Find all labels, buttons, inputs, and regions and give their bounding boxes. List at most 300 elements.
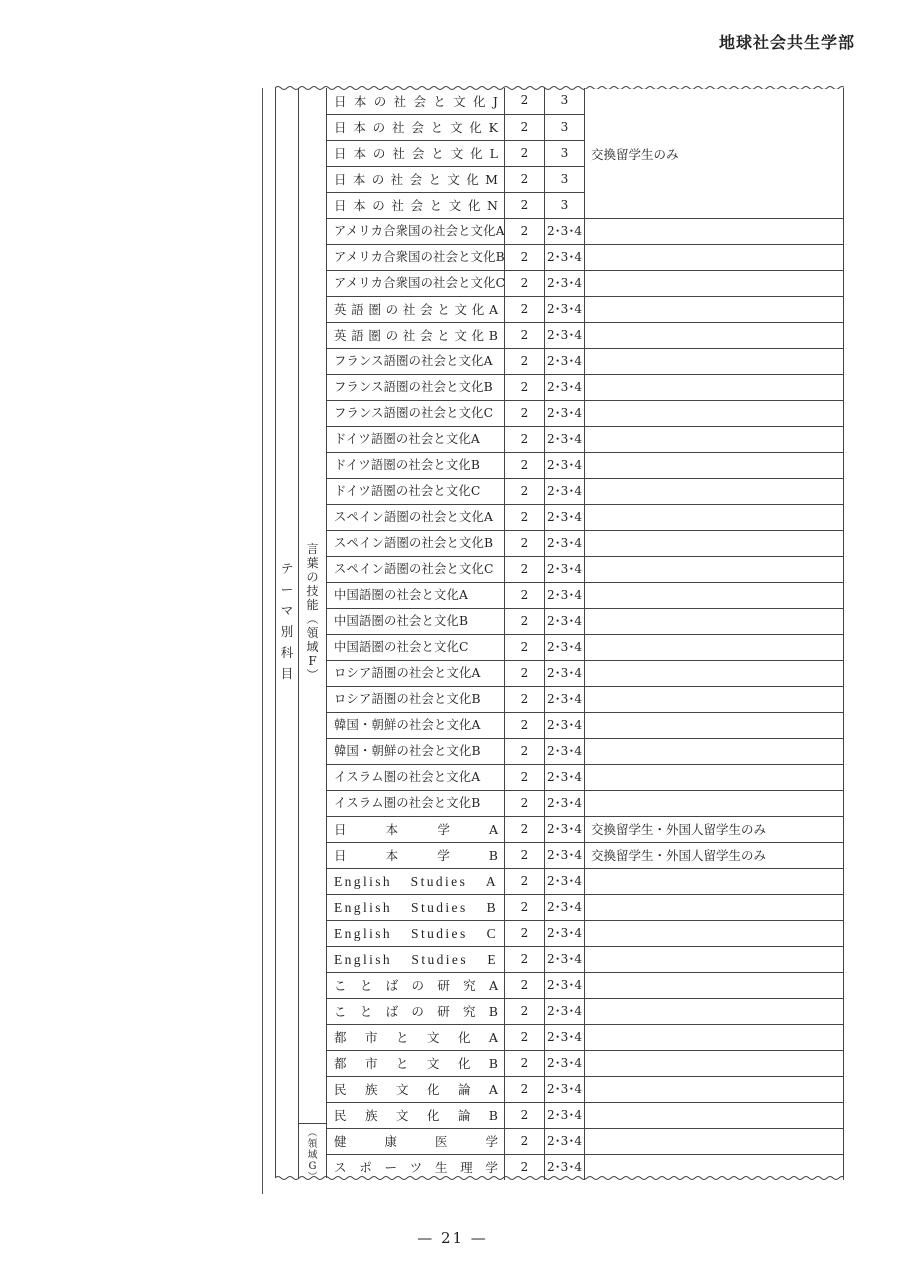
table-row bbox=[327, 244, 844, 270]
course-name bbox=[327, 635, 505, 660]
credits: 2 bbox=[505, 88, 545, 114]
course-name-part: 文 bbox=[395, 1082, 409, 1097]
course-name-part: スペイン語圏の社会と文化A bbox=[334, 510, 494, 524]
credits: 2 bbox=[505, 739, 545, 764]
remarks bbox=[585, 661, 844, 686]
course-name-part: 韓国・朝鮮の社会と文化A bbox=[334, 718, 481, 732]
course-name-part: 中国語圏の社会と文化B bbox=[334, 614, 469, 628]
eligible-years: 2･3･4 bbox=[545, 479, 585, 504]
remarks bbox=[585, 609, 844, 634]
course-name-part: C bbox=[486, 926, 498, 941]
eligible-years: 2･3･4 bbox=[545, 401, 585, 426]
course-name bbox=[327, 1129, 505, 1154]
course-name-part: 日 bbox=[334, 198, 347, 213]
course-name bbox=[327, 505, 505, 530]
credits: 2 bbox=[505, 583, 545, 608]
table-row bbox=[327, 1076, 844, 1102]
course-name-part: 学 bbox=[437, 822, 450, 837]
course-name bbox=[327, 713, 505, 738]
theme-char: 科 bbox=[280, 645, 294, 660]
eligible-years: 2･3･4 bbox=[545, 869, 585, 894]
course-name-part: J bbox=[492, 93, 498, 109]
eligible-years: 2･3･4 bbox=[545, 323, 585, 348]
eligible-years: 2･3･4 bbox=[545, 1155, 585, 1180]
table-row bbox=[327, 296, 844, 322]
eligible-years: 2･3･4 bbox=[545, 687, 585, 712]
course-name-part: 都 bbox=[334, 1056, 347, 1071]
course-name bbox=[327, 843, 505, 868]
course-name-part: 中国語圏の社会と文化C bbox=[334, 640, 469, 654]
course-name-part: 学 bbox=[485, 1160, 498, 1175]
domain-g-char: 領 bbox=[307, 1139, 318, 1150]
course-name-part: 究 bbox=[463, 978, 476, 993]
course-name-part: アメリカ合衆国の社会と文化C bbox=[334, 276, 506, 290]
course-name-part: 語 bbox=[351, 328, 364, 343]
table-row bbox=[327, 556, 844, 582]
course-name-part: 日 bbox=[334, 93, 347, 109]
course-name-part: 化 bbox=[467, 198, 481, 213]
merged-remarks: 交換留学生のみ bbox=[585, 89, 844, 218]
course-name-part: 化 bbox=[470, 146, 483, 161]
table-row bbox=[327, 426, 844, 452]
eligible-years: 2･3･4 bbox=[545, 1051, 585, 1076]
course-name-part: アメリカ合衆国の社会と文化B bbox=[334, 250, 505, 264]
eligible-years: 2･3･4 bbox=[545, 531, 585, 556]
course-name-part: 社 bbox=[393, 93, 407, 109]
course-name bbox=[327, 297, 505, 322]
course-name bbox=[327, 115, 505, 140]
table-bottom-break bbox=[275, 1175, 844, 1181]
course-name-part: English bbox=[334, 952, 393, 967]
domain-f-char: F bbox=[308, 654, 317, 668]
course-name bbox=[327, 609, 505, 634]
course-name-part: の bbox=[372, 198, 385, 213]
course-name-part: 健 bbox=[334, 1134, 347, 1149]
table-row bbox=[327, 1024, 844, 1050]
course-name-part: 日 bbox=[334, 822, 347, 837]
remarks bbox=[585, 921, 844, 946]
course-name-part: の bbox=[372, 146, 386, 161]
course-name-part: 化 bbox=[457, 1056, 471, 1071]
course-name bbox=[327, 661, 505, 686]
course-name-part: 圏 bbox=[368, 302, 381, 317]
course-name-part: 本 bbox=[385, 822, 399, 837]
course-name-part: 民 bbox=[334, 1108, 347, 1123]
credits: 2 bbox=[505, 765, 545, 790]
course-name-part: 会 bbox=[419, 328, 433, 343]
domain-f-char: ︵ bbox=[306, 612, 319, 626]
remarks: 交換留学生・外国人留学生のみ bbox=[585, 817, 844, 842]
course-name-part: ば bbox=[385, 978, 399, 993]
table-row bbox=[327, 712, 844, 738]
course-name bbox=[327, 1051, 505, 1076]
course-name-part: ポ bbox=[359, 1160, 372, 1175]
theme-column bbox=[275, 88, 299, 1178]
table-row bbox=[327, 920, 844, 946]
course-name-part: B bbox=[486, 900, 498, 915]
eligible-years: 2･3･4 bbox=[545, 817, 585, 842]
course-name bbox=[327, 583, 505, 608]
course-name-part: 族 bbox=[364, 1082, 378, 1097]
remarks bbox=[585, 713, 844, 738]
course-name-part: の bbox=[373, 93, 387, 109]
course-name-part: 会 bbox=[409, 172, 423, 187]
course-name-part: 市 bbox=[364, 1030, 378, 1045]
course-name bbox=[327, 479, 505, 504]
course-name-part: 究 bbox=[462, 1004, 476, 1019]
table-row bbox=[327, 764, 844, 790]
theme-label bbox=[276, 558, 298, 684]
course-name-part: ロシア語圏の社会と文化A bbox=[334, 666, 481, 680]
domain-divider bbox=[299, 1123, 327, 1124]
credits: 2 bbox=[505, 297, 545, 322]
credits: 2 bbox=[505, 1051, 545, 1076]
course-name bbox=[327, 791, 505, 816]
course-name-part: 韓国・朝鮮の社会と文化B bbox=[334, 744, 481, 758]
remarks: 交換留学生・外国人留学生のみ bbox=[585, 843, 844, 868]
eligible-years: 2･3･4 bbox=[545, 349, 585, 374]
course-name-part: の bbox=[385, 302, 399, 317]
course-name-part: 学 bbox=[485, 1134, 498, 1149]
remarks bbox=[585, 973, 844, 998]
course-name-part: 社 bbox=[392, 146, 405, 161]
remarks bbox=[585, 1103, 844, 1128]
course-name bbox=[327, 1077, 505, 1102]
course-name bbox=[327, 921, 505, 946]
eligible-years: 2･3･4 bbox=[545, 505, 585, 530]
course-name-part: L bbox=[489, 146, 498, 161]
course-name bbox=[327, 973, 505, 998]
course-name-part: ツ bbox=[409, 1160, 423, 1175]
table-row bbox=[327, 816, 844, 842]
course-name-part: と bbox=[430, 120, 444, 135]
course-name-part: ドイツ語圏の社会と文化B bbox=[334, 458, 481, 472]
course-name bbox=[327, 869, 505, 894]
credits: 2 bbox=[505, 531, 545, 556]
course-name-part: イスラム圏の社会と文化B bbox=[334, 796, 481, 810]
course-name-part: 英 bbox=[334, 328, 347, 343]
table-row bbox=[327, 868, 844, 894]
course-name-part: こ bbox=[334, 978, 347, 993]
course-name-part: A bbox=[488, 822, 498, 837]
course-name-part: スペイン語圏の社会と文化B bbox=[334, 536, 494, 550]
course-name-part: 文 bbox=[454, 302, 468, 317]
course-name-part: フランス語圏の社会と文化B bbox=[334, 380, 493, 394]
course-name-part: と bbox=[359, 978, 373, 993]
remarks bbox=[585, 1025, 844, 1050]
course-name-part: Studies bbox=[410, 874, 468, 889]
course-name-part: の bbox=[411, 1004, 424, 1019]
table-row bbox=[327, 972, 844, 998]
table-row bbox=[327, 894, 844, 920]
course-name bbox=[327, 271, 505, 296]
course-name bbox=[327, 401, 505, 426]
course-name-part: 本 bbox=[385, 848, 399, 863]
course-name-part: 化 bbox=[457, 1030, 471, 1045]
table-row bbox=[327, 790, 844, 816]
course-name-part: A bbox=[488, 302, 498, 317]
table-row bbox=[327, 608, 844, 634]
course-name bbox=[327, 375, 505, 400]
remarks bbox=[585, 687, 844, 712]
table-row bbox=[327, 634, 844, 660]
domain-g-char: ︶ bbox=[307, 1172, 318, 1183]
table-row bbox=[327, 400, 844, 426]
eligible-years: 3 bbox=[545, 141, 585, 166]
course-name-part: Studies bbox=[411, 900, 468, 915]
credits: 2 bbox=[505, 1103, 545, 1128]
course-name-part: ドイツ語圏の社会と文化A bbox=[334, 432, 480, 446]
table-row bbox=[327, 1050, 844, 1076]
remarks bbox=[585, 1077, 844, 1102]
table-row bbox=[327, 504, 844, 530]
eligible-years: 2･3･4 bbox=[545, 843, 585, 868]
credits: 2 bbox=[505, 1155, 545, 1180]
course-name-part: 論 bbox=[457, 1082, 471, 1097]
course-name bbox=[327, 1103, 505, 1128]
credits: 2 bbox=[505, 479, 545, 504]
remarks bbox=[585, 245, 844, 270]
theme-char: 別 bbox=[280, 624, 294, 639]
remarks bbox=[585, 297, 844, 322]
course-name-part: B bbox=[488, 1004, 498, 1019]
course-name bbox=[327, 817, 505, 842]
course-name-part: 文 bbox=[450, 146, 464, 161]
page-number: — 21 — bbox=[417, 1229, 488, 1247]
credits: 2 bbox=[505, 661, 545, 686]
course-name bbox=[327, 531, 505, 556]
domain-f-char: 能 bbox=[306, 598, 319, 612]
course-name-part: 本 bbox=[352, 172, 366, 187]
course-name-part: 化 bbox=[426, 1108, 440, 1123]
course-name bbox=[327, 88, 505, 114]
eligible-years: 2･3･4 bbox=[545, 999, 585, 1024]
course-name bbox=[327, 765, 505, 790]
table-row bbox=[327, 270, 844, 296]
credits: 2 bbox=[505, 167, 545, 192]
remarks bbox=[585, 999, 844, 1024]
course-name-part: の bbox=[372, 120, 386, 135]
credits: 2 bbox=[505, 375, 545, 400]
course-name-part: 語 bbox=[351, 302, 364, 317]
course-name-part: 文 bbox=[447, 172, 460, 187]
course-name-part: 本 bbox=[353, 198, 366, 213]
domain-f-char: 領 bbox=[306, 626, 319, 640]
course-name-part: A bbox=[488, 978, 498, 993]
course-name-part: 化 bbox=[471, 328, 485, 343]
course-name-part: 日 bbox=[334, 172, 347, 187]
remarks bbox=[585, 1129, 844, 1154]
credits: 2 bbox=[505, 1025, 545, 1050]
domain-f-char: の bbox=[306, 570, 319, 584]
course-name-part: 会 bbox=[420, 302, 433, 317]
course-name-part: 中国語圏の社会と文化A bbox=[334, 588, 469, 602]
course-name-part: 論 bbox=[457, 1108, 471, 1123]
theme-char: テ bbox=[280, 561, 294, 576]
course-name-part: 社 bbox=[402, 302, 416, 317]
table-row bbox=[327, 348, 844, 374]
remarks bbox=[585, 869, 844, 894]
credits: 2 bbox=[505, 635, 545, 660]
course-name-part: 文 bbox=[426, 1056, 440, 1071]
course-name bbox=[327, 245, 505, 270]
credits: 2 bbox=[505, 999, 545, 1024]
course-name bbox=[327, 739, 505, 764]
table-row bbox=[327, 452, 844, 478]
theme-char: ー bbox=[280, 582, 294, 597]
course-name bbox=[327, 349, 505, 374]
remarks bbox=[585, 583, 844, 608]
course-name-part: アメリカ合衆国の社会と文化A bbox=[334, 224, 505, 238]
eligible-years: 2･3･4 bbox=[545, 1077, 585, 1102]
course-name-part: English bbox=[334, 874, 393, 889]
remarks bbox=[585, 479, 844, 504]
course-name-part: の bbox=[385, 328, 399, 343]
eligible-years: 2･3･4 bbox=[545, 609, 585, 634]
table-row bbox=[327, 946, 844, 972]
eligible-years: 2･3･4 bbox=[545, 635, 585, 660]
eligible-years: 2･3･4 bbox=[545, 921, 585, 946]
eligible-years: 3 bbox=[545, 167, 585, 192]
domain-f-char: 域 bbox=[306, 640, 319, 654]
table-row bbox=[327, 582, 844, 608]
eligible-years: 2･3･4 bbox=[545, 297, 585, 322]
course-name-part: 文 bbox=[426, 1030, 440, 1045]
course-name-part: 研 bbox=[437, 1004, 450, 1019]
table-row bbox=[327, 738, 844, 764]
course-name-part: 文 bbox=[449, 120, 463, 135]
eligible-years: 2･3･4 bbox=[545, 1025, 585, 1050]
course-name-part: と bbox=[437, 328, 450, 343]
course-name-part: の bbox=[411, 978, 424, 993]
credits: 2 bbox=[505, 895, 545, 920]
course-name-part: 文 bbox=[395, 1108, 409, 1123]
eligible-years: 2･3･4 bbox=[545, 739, 585, 764]
table-row bbox=[327, 686, 844, 712]
course-name bbox=[327, 947, 505, 972]
credits: 2 bbox=[505, 869, 545, 894]
eligible-years: 2･3･4 bbox=[545, 427, 585, 452]
domain-f-char: 葉 bbox=[306, 556, 319, 570]
course-name bbox=[327, 219, 505, 244]
remarks bbox=[585, 349, 844, 374]
credits: 2 bbox=[505, 1077, 545, 1102]
course-name-part: 本 bbox=[353, 93, 367, 109]
eligible-years: 3 bbox=[545, 115, 585, 140]
course-name-part: 英 bbox=[334, 302, 347, 317]
eligible-years: 2･3･4 bbox=[545, 791, 585, 816]
remarks bbox=[585, 271, 844, 296]
course-name-part: 圏 bbox=[368, 328, 381, 343]
remarks bbox=[585, 323, 844, 348]
course-name-part: 化 bbox=[471, 302, 485, 317]
course-name-part: B bbox=[488, 1108, 498, 1123]
course-name-part: Studies bbox=[411, 926, 468, 941]
course-name-part: フランス語圏の社会と文化C bbox=[334, 406, 494, 420]
course-name-part: M bbox=[485, 172, 498, 187]
course-name-part: 化 bbox=[473, 93, 486, 109]
table-row bbox=[327, 1102, 844, 1128]
course-name-part: 市 bbox=[364, 1056, 378, 1071]
course-name-part: と bbox=[359, 1004, 373, 1019]
eligible-years: 2･3･4 bbox=[545, 713, 585, 738]
course-name-part: E bbox=[487, 952, 498, 967]
eligible-years: 2･3･4 bbox=[545, 765, 585, 790]
remarks bbox=[585, 375, 844, 400]
eligible-years: 2･3･4 bbox=[545, 583, 585, 608]
course-name-part: と bbox=[431, 146, 444, 161]
eligible-years: 2･3･4 bbox=[545, 1103, 585, 1128]
course-name-part: B bbox=[488, 848, 498, 863]
credits: 2 bbox=[505, 193, 545, 218]
course-name-part: 文 bbox=[453, 93, 466, 109]
course-name-part: ロシア語圏の社会と文化B bbox=[334, 692, 481, 706]
course-name-part: ー bbox=[384, 1160, 397, 1175]
credits: 2 bbox=[505, 271, 545, 296]
credits: 2 bbox=[505, 713, 545, 738]
course-name-part: Studies bbox=[411, 952, 468, 967]
course-name-part: 文 bbox=[454, 328, 467, 343]
domain-g-char: G bbox=[308, 1161, 317, 1172]
remarks bbox=[585, 739, 844, 764]
course-name bbox=[327, 141, 505, 166]
credits: 2 bbox=[505, 687, 545, 712]
course-name-part: と bbox=[395, 1056, 409, 1071]
course-name-part: 会 bbox=[411, 120, 424, 135]
credits: 2 bbox=[505, 141, 545, 166]
eligible-years: 2･3･4 bbox=[545, 375, 585, 400]
course-name-part: 都 bbox=[334, 1030, 347, 1045]
eligible-years: 2･3･4 bbox=[545, 245, 585, 270]
course-name-part: 日 bbox=[334, 848, 347, 863]
credits: 2 bbox=[505, 401, 545, 426]
course-name-part: 民 bbox=[334, 1082, 347, 1097]
remarks bbox=[585, 557, 844, 582]
remarks bbox=[585, 947, 844, 972]
course-name bbox=[327, 999, 505, 1024]
credits: 2 bbox=[505, 817, 545, 842]
credits: 2 bbox=[505, 323, 545, 348]
course-name-part: N bbox=[487, 198, 498, 213]
course-name-part: English bbox=[334, 926, 393, 941]
remarks bbox=[585, 219, 844, 244]
remarks bbox=[585, 505, 844, 530]
credits: 2 bbox=[505, 219, 545, 244]
table-row bbox=[327, 530, 844, 556]
course-name-part: スペイン語圏の社会と文化C bbox=[334, 562, 494, 576]
course-name-part: 学 bbox=[437, 848, 450, 863]
credits: 2 bbox=[505, 791, 545, 816]
course-name-part: と bbox=[395, 1030, 409, 1045]
course-name-part: ドイツ語圏の社会と文化C bbox=[334, 484, 481, 498]
table-row bbox=[327, 998, 844, 1024]
credits: 2 bbox=[505, 505, 545, 530]
course-name-part: 理 bbox=[460, 1160, 473, 1175]
course-name bbox=[327, 193, 505, 218]
course-table bbox=[275, 88, 844, 1183]
credits: 2 bbox=[505, 557, 545, 582]
credits: 2 bbox=[505, 453, 545, 478]
course-name-part: ば bbox=[385, 1004, 399, 1019]
course-name-part: と bbox=[428, 172, 441, 187]
course-name bbox=[327, 167, 505, 192]
course-name-part: 会 bbox=[413, 93, 426, 109]
course-name-part: 生 bbox=[434, 1160, 448, 1175]
course-name-part: 医 bbox=[434, 1134, 448, 1149]
course-name-part: フランス語圏の社会と文化A bbox=[334, 354, 493, 368]
eligible-years: 2･3･4 bbox=[545, 453, 585, 478]
domain-column bbox=[299, 88, 327, 1183]
